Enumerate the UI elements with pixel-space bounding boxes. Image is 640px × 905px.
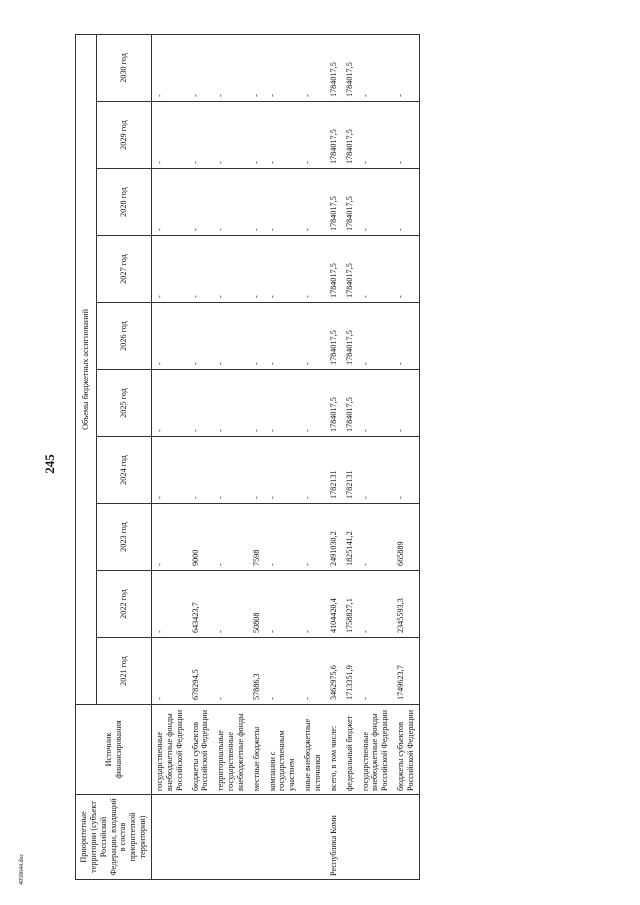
value-cell: - <box>358 370 394 437</box>
value-cell: - <box>188 34 214 101</box>
value-cell: - <box>265 504 301 571</box>
value-cell: 1784017,5 <box>326 34 342 101</box>
value-cell: 665889 <box>393 504 419 571</box>
value-cell: - <box>300 370 326 437</box>
rotated-table-container <box>75 35 635 880</box>
value-cell: - <box>188 437 214 504</box>
value-cell: - <box>358 504 394 571</box>
source-cell: государственные внебюджетные фонды Российской Федерации <box>152 705 188 795</box>
value-cell: - <box>300 437 326 504</box>
table-row <box>152 34 188 879</box>
value-cell: - <box>213 571 249 638</box>
value-cell: - <box>300 504 326 571</box>
value-cell: 1784017,5 <box>326 169 342 236</box>
territory-cell <box>358 795 394 880</box>
table-header <box>76 34 152 879</box>
value-cell: - <box>152 34 188 101</box>
value-cell: - <box>152 236 188 303</box>
value-cell: - <box>358 437 394 504</box>
source-cell: федеральный бюджет <box>342 705 358 795</box>
value-cell: - <box>300 102 326 169</box>
value-cell: - <box>393 303 419 370</box>
header-year: 2030 год <box>97 34 152 101</box>
territory-cell <box>300 795 326 880</box>
header-source: Источник финансирования <box>76 705 152 795</box>
value-cell: - <box>249 102 265 169</box>
footer-document-name <box>19 853 31 897</box>
table-row <box>265 34 301 879</box>
value-cell: 1784017,5 <box>326 102 342 169</box>
value-cell: - <box>265 169 301 236</box>
header-year: 2023 год <box>97 504 152 571</box>
value-cell: - <box>358 638 394 705</box>
value-cell: - <box>393 34 419 101</box>
value-cell: - <box>152 571 188 638</box>
territory-cell <box>213 795 249 880</box>
table-row <box>249 34 265 879</box>
value-cell: 2491030,2 <box>326 504 342 571</box>
value-cell: 57886,3 <box>249 638 265 705</box>
value-cell: - <box>393 437 419 504</box>
value-cell: - <box>358 303 394 370</box>
territory-cell <box>265 795 301 880</box>
value-cell: - <box>188 102 214 169</box>
value-cell: - <box>265 571 301 638</box>
table-row <box>358 34 394 879</box>
budget-table <box>75 34 420 880</box>
source-cell: бюджеты субъектов Российской Федерации <box>393 705 419 795</box>
value-cell: 678294,5 <box>188 638 214 705</box>
value-cell: - <box>358 102 394 169</box>
value-cell: - <box>358 236 394 303</box>
table-row <box>326 34 342 879</box>
value-cell: - <box>213 437 249 504</box>
value-cell: - <box>393 236 419 303</box>
value-cell: - <box>265 303 301 370</box>
value-cell: - <box>300 236 326 303</box>
value-cell: - <box>152 638 188 705</box>
table-row <box>188 34 214 879</box>
value-cell: 1784017,5 <box>326 236 342 303</box>
territory-cell <box>249 795 265 880</box>
value-cell: - <box>213 370 249 437</box>
territory-cell <box>188 795 214 880</box>
header-year: 2027 год <box>97 236 152 303</box>
value-cell: - <box>393 169 419 236</box>
value-cell: - <box>265 370 301 437</box>
value-cell: - <box>152 370 188 437</box>
value-cell: - <box>249 236 265 303</box>
value-cell: 1782131 <box>342 437 358 504</box>
header-year: 2022 год <box>97 571 152 638</box>
value-cell: - <box>300 638 326 705</box>
value-cell: 7598 <box>249 504 265 571</box>
value-cell: - <box>213 504 249 571</box>
value-cell: 1713351,9 <box>342 638 358 705</box>
territory-cell <box>152 795 188 880</box>
header-year: 2026 год <box>97 303 152 370</box>
source-cell: местные бюджеты <box>249 705 265 795</box>
value-cell: - <box>249 303 265 370</box>
value-cell: - <box>188 303 214 370</box>
value-cell: - <box>188 370 214 437</box>
value-cell: 1749623,7 <box>393 638 419 705</box>
value-cell: 1782131 <box>326 437 342 504</box>
value-cell: - <box>213 303 249 370</box>
value-cell: 50808 <box>249 571 265 638</box>
territory-cell: Республика Коми <box>326 795 342 880</box>
value-cell: - <box>152 169 188 236</box>
value-cell: 1784017,5 <box>342 102 358 169</box>
value-cell: - <box>152 303 188 370</box>
header-year: 2025 год <box>97 370 152 437</box>
table-body <box>152 34 420 879</box>
value-cell: 1758827,1 <box>342 571 358 638</box>
value-cell: - <box>265 437 301 504</box>
value-cell: - <box>213 169 249 236</box>
footer-document-text: 4958644.doc <box>19 853 25 885</box>
value-cell: - <box>152 504 188 571</box>
value-cell: - <box>358 571 394 638</box>
value-cell: - <box>213 638 249 705</box>
value-cell: - <box>249 437 265 504</box>
table-row <box>213 34 249 879</box>
value-cell: 3462975,6 <box>326 638 342 705</box>
value-cell: - <box>265 638 301 705</box>
value-cell: - <box>249 34 265 101</box>
value-cell: - <box>300 34 326 101</box>
page-number-text: 245 <box>42 454 57 474</box>
value-cell: - <box>152 437 188 504</box>
page-number <box>38 452 62 476</box>
territory-cell <box>342 795 358 880</box>
value-cell: 1784017,5 <box>342 169 358 236</box>
header-territory: Приоритетные территории (субъект Российской Федерации, входящий в состав приоритетной территории) <box>76 795 152 880</box>
value-cell: - <box>265 34 301 101</box>
value-cell: - <box>213 34 249 101</box>
source-cell: иные внебюджетные источники <box>300 705 326 795</box>
value-cell: - <box>265 236 301 303</box>
value-cell: - <box>188 169 214 236</box>
value-cell: 9000 <box>188 504 214 571</box>
value-cell: 1784017,5 <box>342 236 358 303</box>
territory-cell <box>393 795 419 880</box>
source-cell: территориальные государственные внебюджетные фонды <box>213 705 249 795</box>
value-cell: 1784017,5 <box>342 370 358 437</box>
value-cell: 1784017,5 <box>326 370 342 437</box>
header-budget-group: Объемы бюджетных ассигнований <box>76 34 97 704</box>
value-cell: - <box>358 34 394 101</box>
value-cell: 1784017,5 <box>326 303 342 370</box>
value-cell: - <box>393 102 419 169</box>
table-row <box>300 34 326 879</box>
value-cell: - <box>213 236 249 303</box>
value-cell: - <box>358 169 394 236</box>
value-cell: - <box>249 169 265 236</box>
source-cell: государственные внебюджетные фонды Российской Федерации <box>358 705 394 795</box>
source-cell: бюджеты субъектов Российской Федерации <box>188 705 214 795</box>
header-year: 2028 год <box>97 169 152 236</box>
value-cell: - <box>213 102 249 169</box>
value-cell: 1784017,5 <box>342 34 358 101</box>
value-cell: - <box>188 236 214 303</box>
value-cell: - <box>265 102 301 169</box>
value-cell: - <box>152 102 188 169</box>
value-cell: 4104420,4 <box>326 571 342 638</box>
table-row <box>393 34 419 879</box>
source-cell: всего, в том числе: <box>326 705 342 795</box>
value-cell: 1784017,5 <box>342 303 358 370</box>
source-cell: компании с государственным участием <box>265 705 301 795</box>
value-cell: - <box>300 303 326 370</box>
value-cell: - <box>393 370 419 437</box>
header-year: 2029 год <box>97 102 152 169</box>
value-cell: 643423,7 <box>188 571 214 638</box>
value-cell: 1825141,2 <box>342 504 358 571</box>
header-year: 2024 год <box>97 437 152 504</box>
value-cell: - <box>300 169 326 236</box>
table-row <box>342 34 358 879</box>
value-cell: 2345593,3 <box>393 571 419 638</box>
header-year: 2021 год <box>97 638 152 705</box>
value-cell: - <box>249 370 265 437</box>
value-cell: - <box>300 571 326 638</box>
